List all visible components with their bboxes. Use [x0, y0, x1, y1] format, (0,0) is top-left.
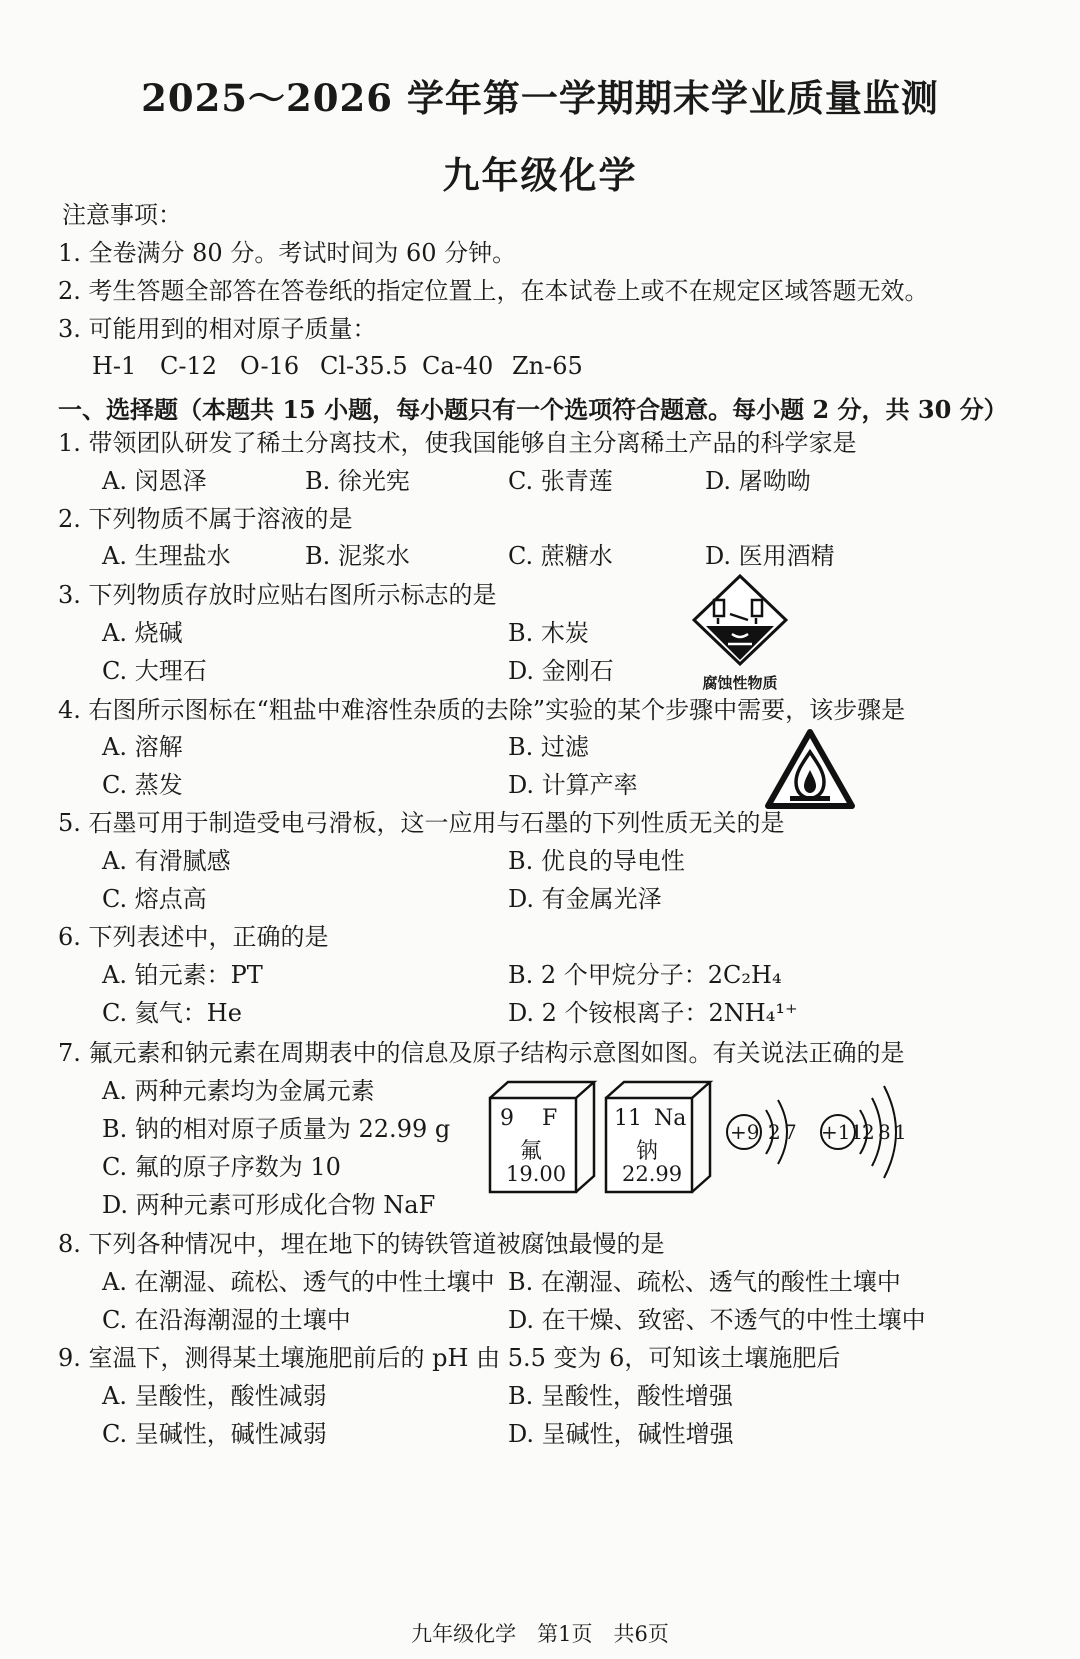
- atomic-structure-diagrams: [722, 1074, 922, 1194]
- option-d[interactable]: D. 有金属光泽: [508, 885, 662, 913]
- note-item-1: 1. 全卷满分 80 分。考试时间为 60 分钟。: [58, 239, 517, 267]
- element-name: 氟: [520, 1139, 543, 1164]
- element-cards: [488, 1078, 718, 1198]
- option-d[interactable]: D. 在干燥、致密、不透气的中性土壤中: [508, 1306, 926, 1334]
- atomic-mass: H-1: [92, 352, 137, 380]
- shell-electrons: 2: [768, 1120, 781, 1144]
- option-b[interactable]: B. 优良的导电性: [508, 847, 685, 875]
- option-c[interactable]: C. 熔点高: [102, 885, 207, 913]
- question-1-stem: 1. 带领团队研发了稀土分离技术，使我国能够自主分离稀土产品的科学家是: [58, 429, 857, 457]
- option-c[interactable]: C. 蔗糖水: [508, 542, 613, 570]
- option-d[interactable]: D. 呈碱性，碱性增强: [508, 1420, 734, 1448]
- question-2-stem: 2. 下列物质不属于溶液的是: [58, 505, 353, 533]
- question-9-stem: 9. 室温下，测得某土壤施肥前后的 pH 由 5.5 变为 6，可知该土壤施肥后: [58, 1344, 841, 1372]
- section-heading: 一、选择题（本题共 15 小题，每小题只有一个选项符合题意。每小题 2 分，共 30 分）: [58, 395, 1008, 424]
- option-b[interactable]: B. 呈酸性，酸性增强: [508, 1382, 733, 1410]
- option-a[interactable]: A. 溶解: [102, 733, 183, 761]
- option-d[interactable]: D. 金刚石: [508, 657, 614, 685]
- element-number: 11: [614, 1106, 642, 1131]
- question-6-stem: 6. 下列表述中，正确的是: [58, 923, 329, 951]
- option-c[interactable]: C. 蒸发: [102, 771, 183, 799]
- element-mass: 22.99: [622, 1162, 683, 1186]
- atomic-mass: Ca-40: [422, 352, 494, 380]
- option-c[interactable]: C. 呈碱性，碱性减弱: [102, 1420, 327, 1448]
- option-d[interactable]: D. 医用酒精: [705, 542, 835, 570]
- exam-subject: 九年级化学: [442, 153, 638, 197]
- option-b[interactable]: B. 2 个甲烷分子：2C₂H₄: [508, 961, 782, 989]
- element-mass: 19.00: [506, 1162, 567, 1186]
- option-c[interactable]: C. 氟的原子序数为 10: [102, 1153, 341, 1181]
- option-c[interactable]: C. 氦气：He: [102, 999, 242, 1027]
- exam-title: 2025～2026 学年第一学期期末学业质量监测: [141, 76, 939, 120]
- element-symbol: Na: [654, 1106, 687, 1131]
- question-8-stem: 8. 下列各种情况中，埋在地下的铸铁管道被腐蚀最慢的是: [58, 1230, 665, 1258]
- atomic-mass: Cl-35.5: [320, 352, 408, 380]
- shell-electrons: 8: [878, 1120, 891, 1144]
- shell-electrons: 2: [862, 1120, 875, 1144]
- option-a[interactable]: A. 闵恩泽: [102, 467, 207, 495]
- option-a[interactable]: A. 生理盐水: [102, 542, 231, 570]
- atomic-mass: C-12: [160, 352, 218, 380]
- heating-warning-sign: [762, 726, 858, 814]
- element-name: 钠: [636, 1139, 659, 1164]
- option-b[interactable]: B. 徐光宪: [305, 467, 410, 495]
- option-c[interactable]: C. 大理石: [102, 657, 207, 685]
- option-a[interactable]: A. 两种元素均为金属元素: [102, 1077, 375, 1105]
- option-b[interactable]: B. 过滤: [508, 733, 589, 761]
- option-c[interactable]: C. 张青莲: [508, 467, 613, 495]
- corrosive-sign: [692, 574, 788, 692]
- shell-electrons: 7: [784, 1120, 797, 1144]
- atomic-mass: O-16: [240, 352, 300, 380]
- option-b[interactable]: B. 木炭: [508, 619, 589, 647]
- flame-hazard-icon: [762, 726, 858, 814]
- nucleus-charge: +9: [730, 1120, 760, 1144]
- option-b[interactable]: B. 钠的相对原子质量为 22.99 g: [102, 1115, 451, 1143]
- option-a[interactable]: A. 有滑腻感: [102, 847, 231, 875]
- question-7-stem: 7. 氟元素和钠元素在周期表中的信息及原子结构示意图如图。有关说法正确的是: [58, 1039, 905, 1067]
- option-d[interactable]: D. 计算产率: [508, 771, 638, 799]
- corrosive-sign-label: 腐蚀性物质: [702, 674, 778, 692]
- nucleus-charge: +11: [821, 1120, 864, 1144]
- option-d[interactable]: D. 2 个铵根离子：2NH₄¹⁺: [508, 999, 798, 1027]
- atomic-mass: Zn-65: [512, 352, 583, 380]
- notes-heading: 注意事项：: [62, 201, 182, 229]
- option-a[interactable]: A. 呈酸性，酸性减弱: [102, 1382, 327, 1410]
- element-symbol: F: [542, 1106, 558, 1131]
- question-5-stem: 5. 石墨可用于制造受电弓滑板，这一应用与石墨的下列性质无关的是: [58, 809, 785, 837]
- shell-electrons: 1: [894, 1120, 907, 1144]
- option-a[interactable]: A. 在潮湿、疏松、透气的中性土壤中: [102, 1268, 495, 1296]
- note-item-2: 2. 考生答题全部答在答卷纸的指定位置上，在本试卷上或不在规定区域答题无效。: [58, 277, 929, 305]
- question-3-stem: 3. 下列物质存放时应贴右图所示标志的是: [58, 581, 497, 609]
- option-b[interactable]: B. 泥浆水: [305, 542, 410, 570]
- page-footer: 九年级化学 第1页 共6页: [411, 1622, 669, 1646]
- option-d[interactable]: D. 两种元素可形成化合物 NaF: [102, 1191, 436, 1219]
- option-a[interactable]: A. 铂元素：PT: [102, 961, 263, 989]
- option-c[interactable]: C. 在沿海潮湿的土壤中: [102, 1306, 351, 1334]
- option-d[interactable]: D. 屠呦呦: [705, 467, 811, 495]
- note-item-3: 3. 可能用到的相对原子质量：: [58, 315, 377, 343]
- corrosive-hazard-icon: [692, 574, 788, 666]
- option-a[interactable]: A. 烧碱: [102, 619, 183, 647]
- element-number: 9: [500, 1106, 514, 1131]
- question-4-stem: 4. 右图所示图标在“粗盐中难溶性杂质的去除”实验的某个步骤中需要，该步骤是: [58, 696, 906, 724]
- option-b[interactable]: B. 在潮湿、疏松、透气的酸性土壤中: [508, 1268, 901, 1296]
